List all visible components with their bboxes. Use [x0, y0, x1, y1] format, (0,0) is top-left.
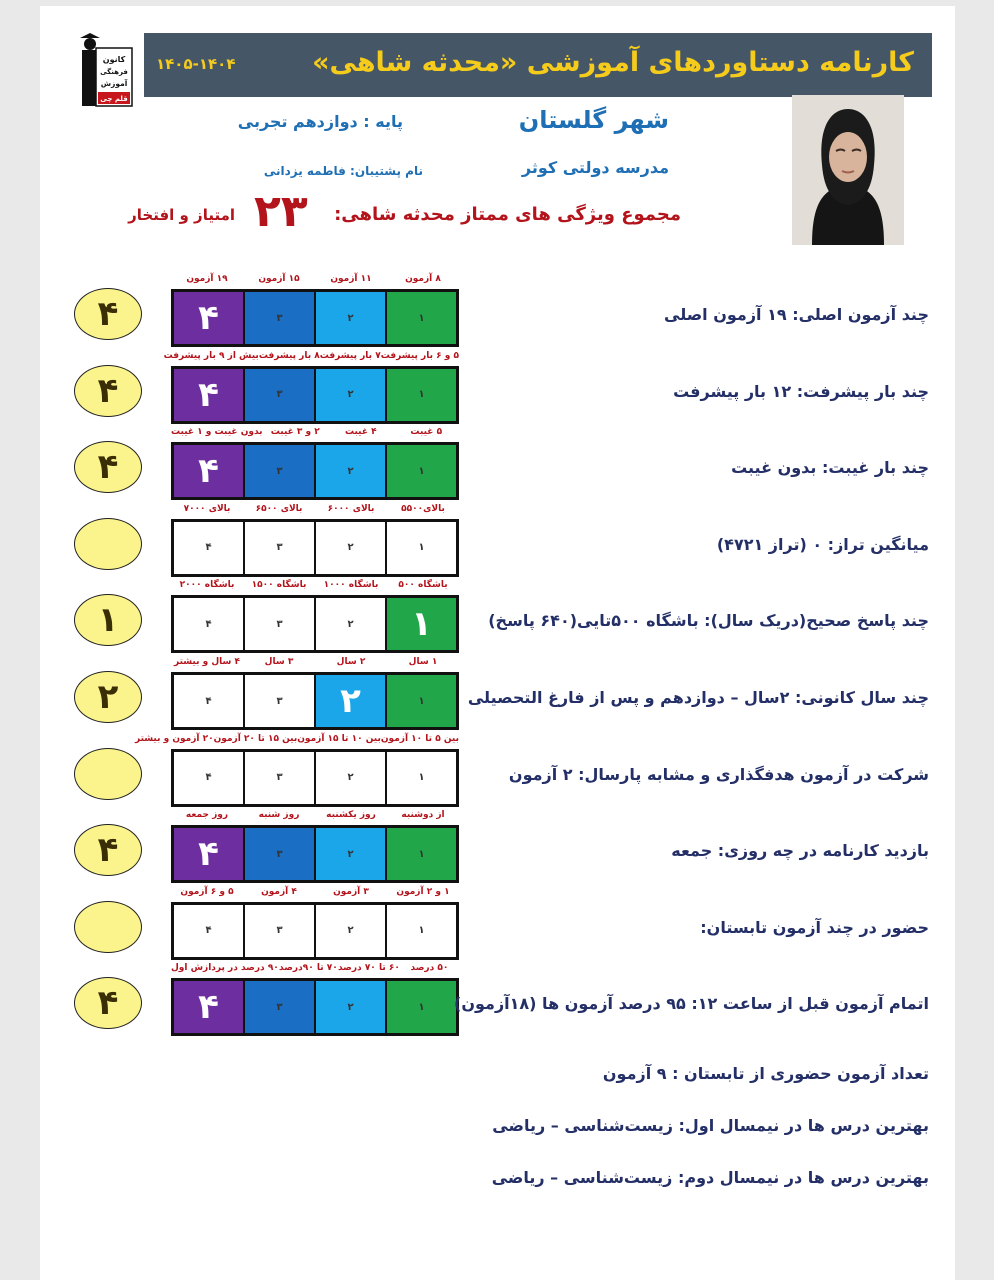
level-cell-3: ۳: [243, 828, 314, 880]
criteria-text: حضور در چند آزمون تابستان:: [700, 917, 929, 937]
level-cell-3: ۳: [243, 369, 314, 421]
level-label: ۷۰ تا ۹۰درصد: [279, 963, 338, 974]
level-cell-3: ۳: [243, 445, 314, 497]
level-label: ۳ آزمون: [333, 886, 369, 897]
level-cell-2: ۲: [314, 675, 385, 727]
level-label: ۴ آزمون: [261, 886, 297, 897]
level-labels: [171, 887, 459, 901]
level-grid: [171, 978, 459, 1036]
logo-line-4: قلم چی: [100, 95, 128, 103]
kanoon-logo: [76, 32, 136, 124]
student-photo: [792, 95, 904, 245]
level-grid: [171, 442, 459, 500]
level-label: بدون غیبت و ۱ غیبت: [171, 427, 263, 438]
level-cell-3: ۳: [243, 905, 314, 957]
level-cell-1: ۱: [385, 445, 456, 497]
level-cell-4: ۴: [205, 542, 212, 554]
score-circle: [74, 901, 142, 953]
level-cell-2: ۲: [314, 752, 385, 804]
level-label: ۱۵ آزمون: [258, 274, 300, 284]
level-labels: [171, 657, 459, 671]
level-cell-1: ۱: [385, 675, 456, 727]
criteria-text: میانگین تراز: ۰ (تراز ۴۷۲۱): [716, 534, 929, 554]
level-label: باشگاه ۱۵۰۰: [251, 580, 307, 591]
level-label: ۱ سال: [408, 657, 438, 667]
level-grid: [171, 825, 459, 883]
level-label: باشگاه ۵۰۰: [398, 580, 448, 591]
level-cell-2: ۲: [314, 905, 385, 957]
supporter-label: نام پشتیبان: فاطمه یزدانی: [263, 164, 423, 178]
level-label: ۸ آزمون: [405, 274, 441, 284]
score-circle: ۴: [74, 288, 142, 340]
level-cell-4: ۴: [205, 925, 212, 937]
level-grid: [171, 595, 459, 653]
level-label: بین ۵ تا ۱۰ آزمون: [380, 733, 459, 744]
level-cell-4: ۴: [174, 369, 243, 421]
level-grid: [171, 289, 459, 347]
logo-line-1: کانون: [102, 55, 126, 64]
level-label: بالای۵۵۰۰: [401, 503, 445, 514]
criteria-text: اتمام آزمون قبل از ساعت ۱۲: ۹۵ درصد آزمون ها (۱۸آزمون): [454, 994, 929, 1014]
level-label: ۸ بار پیشرفت: [258, 350, 320, 361]
level-labels: [134, 733, 459, 748]
level-cell-1: ۱: [385, 369, 456, 421]
level-grid: [171, 902, 459, 960]
level-grid: [171, 749, 459, 807]
level-label: ۲۰ آزمون و بیشتر: [134, 733, 214, 744]
level-cell-2: ۲: [314, 981, 385, 1033]
level-label: ۹۰ درصد در پردازش اول: [171, 963, 279, 974]
score-circle: [74, 748, 142, 800]
level-label: ۱۹ آزمون: [186, 274, 228, 284]
level-labels: [171, 963, 459, 977]
level-label: ۵ غیبت: [410, 427, 443, 438]
criteria-row: [40, 810, 955, 890]
criteria-row: [40, 734, 955, 814]
level-cell-2: ۲: [314, 598, 385, 650]
level-labels: [171, 580, 459, 594]
level-cell-3: ۳: [243, 292, 314, 344]
level-label: ۵ و ۶ بار پیشرفت: [380, 350, 459, 361]
level-label: ۴ سال و بیشتر: [173, 657, 241, 667]
level-cell-1: ۱: [385, 752, 456, 804]
level-cell-3: ۳: [243, 598, 314, 650]
best-subjects-first-term: بهترین درس ها در نیمسال اول: زیست‌شناسی – ریاضی: [492, 1116, 929, 1135]
level-cell-3: ۳: [243, 675, 314, 727]
level-cell-4: ۴: [174, 981, 243, 1033]
level-grid: [171, 366, 459, 424]
summer-exams-text: تعداد آزمون حضوری از تابستان : ۹ آزمون: [602, 1064, 929, 1083]
level-labels: [171, 274, 459, 288]
level-cell-4: ۴: [205, 618, 212, 630]
score-circle: [74, 518, 142, 570]
level-cell-2: ۲: [314, 828, 385, 880]
level-labels: [171, 504, 459, 518]
criteria-text: چند بار پیشرفت: ۱۲ بار پیشرفت: [673, 381, 929, 401]
level-cell-4: ۴: [205, 772, 212, 784]
report-card-page: [40, 6, 955, 1280]
page-title: کارنامه دستاوردهای آموزشی «محدثه شاهی»: [312, 47, 914, 78]
city-label: شهر گلستان: [518, 106, 669, 134]
criteria-text: شرکت در آزمون هدفگذاری و مشابه پارسال: ۲ آزمون: [508, 764, 929, 784]
level-cell-4: ۴: [174, 828, 243, 880]
level-grid: [171, 519, 459, 577]
level-cell-3: ۳: [243, 522, 314, 574]
criteria-row: [40, 504, 955, 584]
criteria-row: [40, 657, 955, 737]
criteria-row: [40, 351, 955, 431]
criteria-text: بازدید کارنامه در چه روزی: جمعه: [671, 841, 929, 861]
level-labels: [163, 350, 459, 365]
level-cell-2: ۲: [314, 369, 385, 421]
level-label: بالای ۶۵۰۰: [255, 503, 303, 514]
level-cell-2: ۲: [314, 445, 385, 497]
criteria-row: [40, 580, 955, 660]
logo-line-3: آموزش: [100, 79, 128, 88]
level-cell-2: ۲: [314, 292, 385, 344]
level-cell-1: ۱: [385, 292, 456, 344]
level-label: روز یکشنبه: [326, 810, 376, 821]
title-banner: [144, 33, 932, 97]
level-label: از دوشنبه: [401, 810, 445, 821]
criteria-text: چند پاسخ صحیح(دریک سال): باشگاه ۵۰۰تایی(۶۴۰ پاسخ): [488, 611, 929, 631]
level-label: بالای ۷۰۰۰: [183, 503, 231, 514]
grade-label: پایه : دوازدهم تجربی: [237, 112, 403, 131]
criteria-row: [40, 963, 955, 1043]
criteria-text: چند سال کانونی: ۲سال – دوازدهم و پس از فارغ التحصیلی: [467, 688, 929, 707]
level-label: ۴ غیبت: [344, 427, 377, 438]
criteria-row: [40, 274, 955, 354]
score-circle: ۲: [74, 671, 142, 723]
criteria-text: چند بار غیبت: بدون غیبت: [731, 458, 929, 478]
level-label: باشگاه ۲۰۰۰: [179, 580, 235, 591]
level-cell-1: ۱: [385, 598, 456, 650]
level-cell-3: ۳: [243, 981, 314, 1033]
level-label: ۳ سال: [264, 657, 294, 667]
logo-line-2: فرهنگی: [100, 68, 128, 76]
level-label: ۲ سال: [336, 657, 366, 667]
features-label: مجموع ویژگی های ممتاز محدثه شاهی:: [334, 204, 681, 225]
level-cell-1: ۱: [385, 981, 456, 1033]
level-label: بین ۱۰ تا ۱۵ آزمون: [297, 733, 381, 744]
criteria-row: [40, 427, 955, 507]
level-label: ۱ و ۲ آزمون: [396, 886, 450, 897]
level-label: باشگاه ۱۰۰۰: [323, 580, 379, 591]
level-cell-1: ۱: [385, 522, 456, 574]
level-cell-1: ۱: [385, 905, 456, 957]
best-subjects-second-term: بهترین درس ها در نیمسال دوم: زیست‌شناسی – ریاضی: [491, 1168, 929, 1187]
total-score: ۲۳: [254, 186, 308, 237]
level-cell-1: ۱: [385, 828, 456, 880]
level-label: ۷ بار پیشرفت: [319, 350, 381, 361]
level-cell-2: ۲: [314, 522, 385, 574]
level-label: ۱۱ آزمون: [330, 274, 372, 284]
criteria-row: [40, 887, 955, 967]
score-circle: ۴: [74, 977, 142, 1029]
school-label: مدرسه دولتی کوثر: [521, 158, 669, 177]
score-circle: ۴: [74, 441, 142, 493]
criteria-text: چند آزمون اصلی: ۱۹ آزمون اصلی: [664, 305, 929, 324]
level-label: ۵۰ درصد: [410, 963, 449, 974]
score-suffix: امتیاز و افتخار: [128, 206, 235, 224]
score-circle: ۴: [74, 365, 142, 417]
score-circle: ۱: [74, 594, 142, 646]
level-label: ۵ و ۶ آزمون: [180, 886, 234, 897]
level-label: ۲ و ۳ غیبت: [270, 427, 320, 438]
score-circle: ۴: [74, 824, 142, 876]
level-label: روز شنبه: [258, 810, 300, 821]
level-label: بالای ۶۰۰۰: [327, 503, 375, 514]
level-cell-3: ۳: [243, 752, 314, 804]
level-label: ۶۰ تا ۷۰ درصد: [337, 963, 400, 974]
level-label: روز جمعه: [185, 810, 229, 821]
level-cell-4: ۴: [174, 292, 243, 344]
level-labels: [171, 810, 459, 824]
level-label: بیش از ۹ بار پیشرفت: [163, 350, 259, 361]
level-labels: [171, 427, 459, 441]
level-cell-4: ۴: [174, 445, 243, 497]
academic-years: ۱۴۰۵-۱۴۰۴: [156, 55, 236, 73]
level-grid: [171, 672, 459, 730]
level-cell-4: ۴: [205, 695, 212, 707]
level-label: بین ۱۵ تا ۲۰ آزمون: [213, 733, 298, 744]
